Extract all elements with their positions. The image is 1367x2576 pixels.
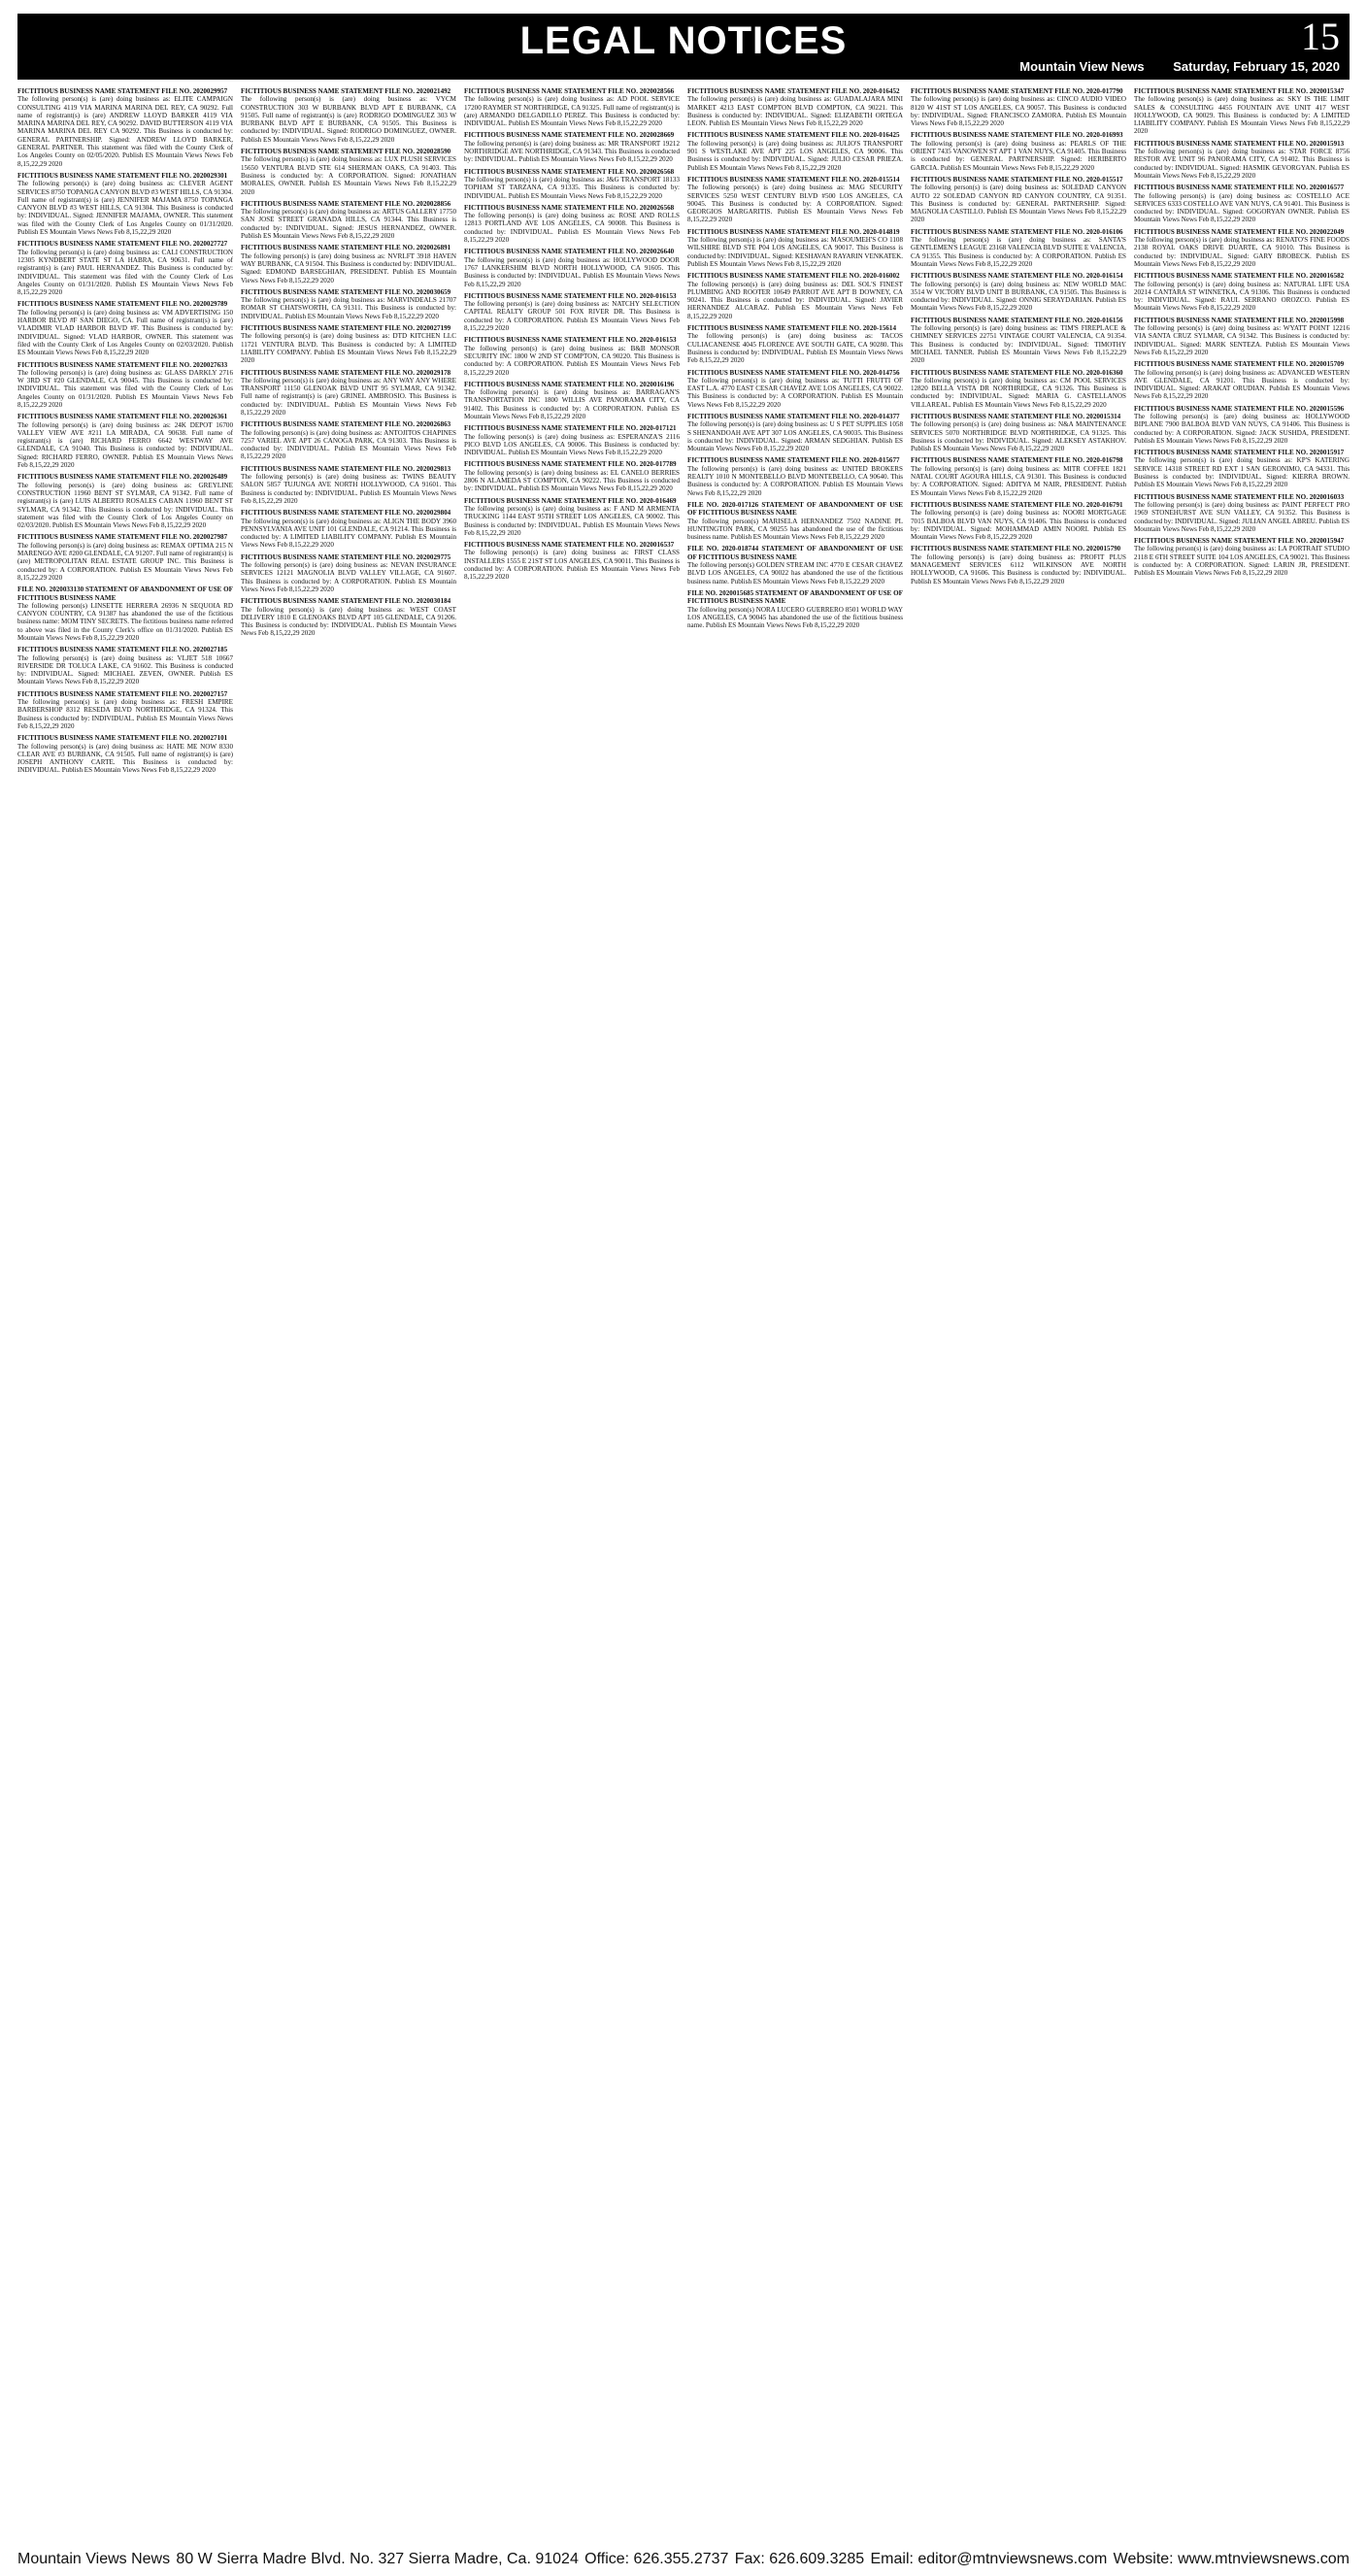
notice-body: The following person(s) is (are) doing business as: RENATO'S FINE FOODS 2138 ROYAL OAKS DRIVE DUARTE, CA 91010. This Business is conducted by: INDIVIDUAL. Signed: GARY BROBECK. Publish ES Mountain Views News Feb 8,15,22,29 2020 bbox=[1134, 236, 1350, 268]
legal-notice bbox=[464, 292, 680, 332]
footer-paper: Mountain Views News bbox=[17, 2551, 171, 2567]
legal-notice bbox=[1134, 537, 1350, 577]
notice-title: FICTITIOUS BUSINESS NAME STATEMENT FILE NO. 2020-016002 bbox=[687, 272, 900, 281]
notice-body: The following person(s) is (are) doing business as: NVRLFT 3918 HAVEN WAY BURBANK, CA 91504. This Business is conducted by: INDIVIDUAL. Signed: EDMOND BARSEGHIAN, PRESIDENT. Publish ES Mountain Views News Feb 8,15,22,29 2020 bbox=[241, 251, 456, 284]
notice-body: The following person(s) is (are) doing business as: LUX PLUSH SERVICES 15650 VENTURA BLVD STE 614 SHERMAN OAKS, CA 91403. This Business is conducted by: A CORPORATION. Signed: JONATHAN MORALES, OWNER. Publish ES Mountain Views News Feb 8,15,22,29 2020 bbox=[241, 155, 456, 196]
notice-title: FILE NO. 2020033130 STATEMENT OF ABANDONMENT OF USE OF FICTITIOUS BUSINESS NAME bbox=[17, 585, 233, 602]
notice-body: The following person(s) is (are) doing business as: CM POOL SERVICES 12820 BELLA VISTA DR NORTHRIDGE, CA 91326. This Business is conducted by: INDIVIDUAL. Signed: MARIA G. CASTELLANOS VILLAREAL. Publish ES Mountain Views News Feb 8,15,22,29 2020 bbox=[911, 376, 1126, 409]
notice-body: The following person(s) is (are) doing business as: FRESH EMPIRE BARBERSHOP 8312 RESEDA BLVD NORTHRIDGE, CA 91324. This Business is conducted by: INDIVIDUAL. Publish ES Mountain Views News Feb 8,15,22,29 2020 bbox=[17, 698, 233, 730]
notice-title: FICTITIOUS BUSINESS NAME STATEMENT FILE NO. 2020016582 bbox=[1134, 272, 1345, 281]
notice-title: FICTITIOUS BUSINESS NAME STATEMENT FILE NO. 2020-015517 bbox=[911, 175, 1123, 184]
legal-notice bbox=[241, 244, 456, 284]
column bbox=[687, 87, 903, 2544]
notice-title: FICTITIOUS BUSINESS NAME STATEMENT FILE NO. 2020026891 bbox=[241, 244, 451, 252]
notice-body: The following person(s) LINSETTE HERRERA 26936 N SEQUOIA RD CANYON COUNTRY, CA 91387 has abandoned the use of the fictitious business name: MOM TINY SECRETS. The fictitious business name referred to above was filed in the County Clerk's office on 01/31/2020. Publish ES Mountain Views News Feb 8,15,22,29 2020 bbox=[17, 601, 233, 642]
notice-title: FICTITIOUS BUSINESS NAME STATEMENT FILE NO. 2020027987 bbox=[17, 533, 228, 542]
notice-body: The following person(s) is (are) doing business as: HATE ME NOW 8330 CLEAR AVE #3 BURBANK, CA 91505. Full name of registrant(s) is (are) JOSEPH ANTHONY CARTE. This Business is conducted by: INDIVIDUAL. Publish ES Mountain Views News Feb 8,15,22,29 2020 bbox=[17, 742, 233, 775]
footer bbox=[17, 2549, 1350, 2570]
notice-title: FICTITIOUS BUSINESS NAME STATEMENT FILE NO. 2020-016153 bbox=[464, 336, 677, 345]
notice-body: The following person(s) is (are) doing business as: NEW WORLD MAC 3514 W VICTORY BLVD UNIT B BURBANK, CA 91505. This Business is conducted by: INDIVIDUAL. Signed: ONNIG SERAYDARIAN. Publish ES Mountain Views News Feb 8,15,22,29 2020 bbox=[911, 280, 1126, 313]
legal-notice bbox=[911, 87, 1126, 127]
notice-title: FICTITIOUS BUSINESS NAME STATEMENT FILE NO. 2020016196 bbox=[464, 380, 675, 388]
legal-notice bbox=[911, 501, 1126, 541]
notice-title: FICTITIOUS BUSINESS NAME STATEMENT FILE NO. 2020028590 bbox=[241, 148, 451, 156]
legal-notice bbox=[241, 87, 456, 144]
legal-notice bbox=[17, 300, 233, 356]
legal-notice bbox=[464, 460, 680, 492]
legal-notice bbox=[687, 87, 903, 127]
legal-notice bbox=[17, 473, 233, 529]
notice-title: FICTITIOUS BUSINESS NAME STATEMENT FILE NO. 2020-016153 bbox=[464, 291, 677, 300]
notice-body: The following person(s) is (are) doing business as: NATCHY SELECTION CAPITAL REALTY GROUP 501 FOX RIVER DR. This Business is conducted by: A CORPORATION. Publish ES Mountain Views News Feb 8,15,22,29 2020 bbox=[464, 300, 680, 333]
notice-body: The following person(s) is (are) doing business as: ANTOJITOS CHAPINES 7257 VARIEL AVE APT 26 CANOGA PARK, CA 91303. This Business is conducted by: INDIVIDUAL. Publish ES Mountain Views News Feb 8,15,22,29 2020 bbox=[241, 428, 456, 461]
notice-body: The following person(s) is (are) doing business as: NATURAL LIFE USA 20214 CANTARA ST WINNETKA, CA 91306. This Business is conducted by: INDIVIDUAL. Signed: RAUL SERRANO OROZCO. Publish ES Mountain Views News Feb 8,15,22,29 2020 bbox=[1134, 280, 1350, 313]
legal-notice bbox=[17, 413, 233, 469]
footer-office: Office: 626.355.2737 bbox=[584, 2551, 729, 2567]
column bbox=[17, 87, 233, 2544]
notice-body: The following person(s) GOLDEN STREAM INC 4770 E CESAR CHAVEZ BLVD LOS ANGELES, CA 90022 has abandoned the use of the fictitious business name. Publish ES Mountain Views News Feb 8,15,22,29 2020 bbox=[687, 561, 903, 585]
legal-notice bbox=[464, 204, 680, 244]
column bbox=[911, 87, 1126, 2544]
notice-body: The following person(s) is (are) doing business as: CALI CONSTRUCTION 12305 KYNDBERT STATE ST LA HABRA, CA 90631. Full name of registrant(s) is (are) PAUL HERNANDEZ. This Business is conducted by: INDIVIDUAL. This statement was filed with the County Clerk of Los Angeles County on 01/31/2020. Publish ES Mountain Views News Feb 8,15,22,29 2020 bbox=[17, 248, 233, 297]
footer-fax: Fax: 626.609.3285 bbox=[734, 2551, 865, 2567]
notice-columns bbox=[17, 87, 1350, 2544]
notice-title: FICTITIOUS BUSINESS NAME STATEMENT FILE NO. 2020026489 bbox=[17, 473, 228, 482]
notice-title: FICTITIOUS BUSINESS NAME STATEMENT FILE NO. 2020028669 bbox=[464, 131, 675, 140]
notice-body: The following person(s) is (are) doing business as: F AND M ARMENTA TRUCKING 1144 EAST 95TH STREET LOS ANGELES, CA 90002. This Business is conducted by: INDIVIDUAL. Publish ES Mountain Views News Feb 8,15,22,29 2020 bbox=[464, 504, 680, 537]
notice-title: FICTITIOUS BUSINESS NAME STATEMENT FILE NO. 2020029957 bbox=[17, 87, 228, 95]
legal-notice bbox=[241, 553, 456, 593]
notice-body: The following person(s) is (are) doing business as: GLASS DARKLY 2716 W 3RD ST #20 GLENDALE, CA 90045. This Business is conducted by: INDIVIDUAL. This statement was filed with the County Clerk of Los Angeles County on 01/31/2020. Publish ES Mountain Views News Feb 8,15,22,29 2020 bbox=[17, 368, 233, 409]
notice-title: FICTITIOUS BUSINESS NAME STATEMENT FILE NO. 2020-016154 bbox=[911, 272, 1123, 281]
legal-notice bbox=[1134, 140, 1350, 180]
notice-body: The following person(s) is (are) doing business as: ROSE AND ROLLS 12813 PORTLAND AVE LOS ANGELES, CA 90008. This Business is conducted by: INDIVIDUAL. Publish ES Mountain Views News Feb 8,15,22,29 2020 bbox=[464, 212, 680, 245]
notice-body: The following person(s) is (are) doing business as: N&A MAINTENANCE SERVICES 5070 NORTHRIDGE BLVD NORTHRIDGE, CA 91325. This Business is conducted by: INDIVIDUAL. Signed: ALEKSEY ASTAKHOV. Publish ES Mountain Views News Feb 8,15,22,29 2020 bbox=[911, 420, 1126, 453]
notice-body: The following person(s) is (are) doing business as: TWINS BEAUTY SALON 5857 TUJUNGA AVE NORTH HOLLYWOOD, CA 91601. This Business is conducted by: INDIVIDUAL. Publish ES Mountain Views News Feb 8,15,22,29 2020 bbox=[241, 473, 456, 505]
legal-notice bbox=[1134, 493, 1350, 533]
notice-body: The following person(s) is (are) doing business as: TACOS CULIACANENSE 4045 FLORENCE AVE SOUTH GATE, CA 90280. This Business is conducted by: INDIVIDUAL. Publish ES Mountain Views News Feb 8,15,22,29 2020 bbox=[687, 332, 903, 365]
legal-notice bbox=[464, 168, 680, 200]
notice-title: FICTITIOUS BUSINESS NAME STATEMENT FILE NO. 2020-014377 bbox=[687, 412, 900, 420]
notice-title: FICTITIOUS BUSINESS NAME STATEMENT FILE NO. 2020-015514 bbox=[687, 175, 900, 184]
legal-notice bbox=[1134, 272, 1350, 312]
notice-title: FICTITIOUS BUSINESS NAME STATEMENT FILE NO. 2020029804 bbox=[241, 509, 451, 518]
legal-notice bbox=[687, 501, 903, 541]
notice-body: The following person(s) is (are) doing business as: DTD KITCHEN LLC 11721 VENTURA BLVD. This Business is conducted by: A LIMITED LIABILITY COMPANY. Publish ES Mountain Views News Feb 8,15,22,29 2020 bbox=[241, 332, 456, 365]
notice-body: The following person(s) is (are) doing business as: 24K DEPOT 16700 VALLEY VIEW AVE #211 LA MIRADA, CA 90638. Full name of registrant(s) is (are) RICHARD FERRO 6642 WESTWAY AVE GLENDALE, CA 91040. This Business is conducted by: INDIVIDUAL. Signed: RICHARD FERRO, OWNER. Publish ES Mountain Views News Feb 8,15,22,29 2020 bbox=[17, 420, 233, 470]
legal-notice bbox=[911, 456, 1126, 496]
legal-notice bbox=[911, 317, 1126, 365]
page-number: 15 bbox=[1301, 15, 1340, 58]
legal-notice bbox=[241, 465, 456, 505]
notice-body: The following person(s) is (are) doing business as: SANTA'S GENTLEMEN'S LEAGUE 23168 VALENCIA BLVD SUITE E VALENCIA, CA 91355. This Business is conducted by: A CORPORATION. Publish ES Mountain Views News Feb 8,15,22,29 2020 bbox=[911, 236, 1126, 268]
notice-body: The following person(s) is (are) doing business as: CINCO AUDIO VIDEO 8120 W 41ST ST LOS ANGELES, CA 90057. This Business is conducted by: INDIVIDUAL. Signed: FRANCISCO ZAMORA. Publish ES Mountain Views News Feb 8,15,22,29 2020 bbox=[911, 95, 1126, 128]
notice-title: FICTITIOUS BUSINESS NAME STATEMENT FILE NO. 2020029775 bbox=[241, 552, 451, 561]
notice-title: FICTITIOUS BUSINESS NAME STATEMENT FILE NO. 2020027101 bbox=[17, 734, 228, 743]
notice-title: FICTITIOUS BUSINESS NAME STATEMENT FILE NO. 2020-016360 bbox=[911, 368, 1123, 377]
notice-title: FICTITIOUS BUSINESS NAME STATEMENT FILE NO. 2020-016425 bbox=[687, 131, 900, 140]
masthead-subline bbox=[994, 59, 1340, 74]
legal-notice bbox=[911, 545, 1126, 585]
footer-website[interactable]: Website: www.mtnviewsnews.com bbox=[1113, 2551, 1350, 2567]
footer-address: 80 W Sierra Madre Blvd. No. 327 Sierra Madre, Ca. 91024 bbox=[176, 2551, 579, 2567]
notice-body: The following person(s) is (are) doing business as: ADVANCED WESTERN AVE GLENDALE, CA 91201. This Business is conducted by: INDIVIDUAL. Signed: ARAKAT ORUDIAN. Publish ES Mountain Views News Feb 8,15,22,29 2020 bbox=[1134, 368, 1350, 401]
notice-body: The following person(s) is (are) doing business as: MASOUMEH'S CO 1108 WILSHIRE BLVD STE P04 LOS ANGELES, CA 90017. This Business is conducted by: INDIVIDUAL. Signed: KESHAVAN RAYARIN VENKATEK. Publish ES Mountain Views News Feb 8,15,22,29 2020 bbox=[687, 236, 903, 268]
notice-body: The following person(s) is (are) doing business as: GUADALAJARA MINI MARKET 4213 EAST COMPTON BLVD COMPTON, CA 90221. This Business is conducted by: INDIVIDUAL. Signed: ELIZABETH ORTEGA LEON. Publish ES Mountain Views News Feb 8,15,22,29 2020 bbox=[687, 95, 903, 128]
notice-title: FICTITIOUS BUSINESS NAME STATEMENT FILE NO. 2020016577 bbox=[1134, 184, 1345, 192]
notice-body: The following person(s) is (are) doing business as: NEVAN INSURANCE SERVICES 12121 MAGNOLIA BLVD VALLEY VILLAGE, CA 91607. This Business is conducted by: A CORPORATION. Publish ES Mountain Views News Feb 8,15,22,29 2020 bbox=[241, 561, 456, 593]
legal-notice bbox=[241, 200, 456, 240]
notice-title: FICTITIOUS BUSINESS NAME STATEMENT FILE NO. 2020028856 bbox=[241, 199, 451, 208]
legal-notice bbox=[687, 176, 903, 224]
notice-body: The following person(s) is (are) doing business as: ALIGN THE BODY 3960 PENNSYLVANIA AVE UNIT 101 GLENDALE, CA 91214. This Business is conducted by: A LIMITED LIABILITY COMPANY. Publish ES Mountain Views News Feb 8,15,22,29 2020 bbox=[241, 517, 456, 550]
legal-notice bbox=[687, 324, 903, 364]
notice-title: FICTITIOUS BUSINESS NAME STATEMENT FILE NO. 2020015913 bbox=[1134, 139, 1345, 148]
notice-title: FICTITIOUS BUSINESS NAME STATEMENT FILE NO. 2020029301 bbox=[17, 171, 228, 180]
notice-body: The following person(s) is (are) doing business as: NOORI MORTGAGE 7015 BALBOA BLVD VAN NUYS, CA 91406. This Business is conducted by: INDIVIDUAL. Signed: MOHAMMAD AMIN NOORI. Publish ES Mountain Views News Feb 8,15,22,29 2020 bbox=[911, 509, 1126, 542]
notice-body: The following person(s) is (are) doing business as: WYATT POINT 12216 VIA SANTA CRUZ SYLMAR, CA 91342. This Business is conducted by: INDIVIDUAL. Signed: MARK SENTEZA. Publish ES Mountain Views News Feb 8,15,22,29 2020 bbox=[1134, 324, 1350, 356]
legal-notice bbox=[687, 272, 903, 320]
notice-title: FICTITIOUS BUSINESS NAME STATEMENT FILE NO. 2020-016106 bbox=[911, 227, 1123, 236]
legal-notice bbox=[911, 369, 1126, 409]
notice-body: The following person(s) NORA LUCERO GUERRERO 8501 WORLD WAY LOS ANGELES, CA 90045 has abandoned the use of the fictitious business name. Publish ES Mountain Views News Feb 8,15,22,29 2020 bbox=[687, 605, 903, 630]
legal-notice bbox=[464, 336, 680, 376]
notice-body: The following person(s) is (are) doing business as: FIRST CLASS INSTALLERS 1555 E 21ST ST LOS ANGELES, CA 90011. This Business is conducted by: A CORPORATION. Publish ES Mountain Views News Feb 8,15,22,29 2020 bbox=[464, 549, 680, 582]
notice-title: FICTITIOUS BUSINESS NAME STATEMENT FILE NO. 2020015998 bbox=[1134, 316, 1345, 324]
notice-title: FICTITIOUS BUSINESS NAME STATEMENT FILE NO. 2020015947 bbox=[1134, 537, 1345, 546]
notice-title: FICTITIOUS BUSINESS NAME STATEMENT FILE NO. 2020015347 bbox=[1134, 87, 1345, 95]
legal-notice bbox=[17, 533, 233, 582]
legal-notice bbox=[1134, 360, 1350, 400]
legal-notice bbox=[911, 272, 1126, 312]
page-title: LEGAL NOTICES bbox=[519, 19, 848, 62]
legal-notice bbox=[687, 369, 903, 409]
notice-title: FICTITIOUS BUSINESS NAME STATEMENT FILE NO. 2020027633 bbox=[17, 360, 228, 369]
notice-body: The following person(s) is (are) doing business as: ARTUS GALLERY 17750 SAN JOSE STREET GRANADA HILLS, CA 91344. This Business is conducted by: INDIVIDUAL. Signed: JESUS HERNANDEZ, OWNER. Publish ES Mountain Views News Feb 8,15,22,29 2020 bbox=[241, 208, 456, 241]
notice-title: FICTITIOUS BUSINESS NAME STATEMENT FILE NO. 2020-017790 bbox=[911, 87, 1123, 95]
notice-title: FICTITIOUS BUSINESS NAME STATEMENT FILE NO. 2020-016798 bbox=[911, 456, 1123, 465]
notice-body: The following person(s) is (are) doing business as: PAINT PERFECT PRO 1969 STONEHURST AVE SUN VALLEY, CA 91352. This Business is conducted by: INDIVIDUAL. Signed: JULIAN ANGEL ABREU. Publish ES Mountain Views News Feb 8,15,22,29 2020 bbox=[1134, 500, 1350, 533]
notice-body: The following person(s) is (are) doing business as: MARVINDEALS 21707 ROMAR ST CHATSWORTH, CA 91311. This Business is conducted by: INDIVIDUAL. Publish ES Mountain Views News Feb 8,15,22,29 2020 bbox=[241, 296, 456, 320]
legal-notice bbox=[241, 324, 456, 364]
notice-title: FICTITIOUS BUSINESS NAME STATEMENT FILE NO. 2020030184 bbox=[241, 597, 451, 606]
notice-title: FILE NO. 2020015685 STATEMENT OF ABANDONMENT OF USE OF FICTITIOUS BUSINESS NAME bbox=[687, 588, 903, 606]
notice-title: FICTITIOUS BUSINESS NAME STATEMENT FILE NO. 2020029178 bbox=[241, 368, 451, 377]
legal-notice bbox=[464, 248, 680, 287]
notice-body: The following person(s) is (are) doing business as: TUTTI FRUTTI OF EAST L.A. 4770 EAST CESAR CHAVEZ AVE LOS ANGELES, CA 90022. This Business is conducted by: A CORPORATION. Publish ES Mountain Views News Feb 8,15,22,29 2020 bbox=[687, 376, 903, 409]
notice-body: The following person(s) is (are) doing business as: HOLLYWOOD DOOR 1767 LANKERSHIM BLVD NORTH HOLLYWOOD, CA 91605. This Business is conducted by: INDIVIDUAL. Publish ES Mountain Views News Feb 8,15,22,29 2020 bbox=[464, 255, 680, 288]
notice-title: FICTITIOUS BUSINESS NAME STATEMENT FILE NO. 2020-15614 bbox=[687, 324, 897, 333]
notice-body: The following person(s) is (are) doing business as: EL CANELO BERRIES 2806 N ALAMEDA ST COMPTON, CA 90222. This Business is conducted by: INDIVIDUAL. Publish ES Mountain Views News Feb 8,15,22,29 2020 bbox=[464, 468, 680, 493]
legal-notice bbox=[687, 131, 903, 171]
notice-title: FICTITIOUS BUSINESS NAME STATEMENT FILE NO. 2020-017789 bbox=[464, 460, 677, 469]
notice-title: FICTITIOUS BUSINESS NAME STATEMENT FILE NO. 2020015917 bbox=[1134, 449, 1345, 457]
notice-title: FICTITIOUS BUSINESS NAME STATEMENT FILE NO. 2020-016156 bbox=[911, 316, 1123, 324]
notice-body: The following person(s) is (are) doing business as: WEST COAST DELIVERY 1810 E GLENOAKS BLVD APT 105 GLENDALE, CA 91206. This Business is conducted by: INDIVIDUAL. Publish ES Mountain Views News Feb 8,15,22,29 2020 bbox=[241, 605, 456, 638]
legal-notice bbox=[464, 131, 680, 163]
notice-title: FICTITIOUS BUSINESS NAME STATEMENT FILE NO. 2020030659 bbox=[241, 287, 451, 296]
notice-title: FICTITIOUS BUSINESS NAME STATEMENT FILE NO. 2020-016469 bbox=[464, 496, 677, 505]
legal-notice bbox=[241, 288, 456, 320]
legal-notice bbox=[687, 545, 903, 585]
legal-notice bbox=[17, 585, 233, 642]
notice-body: The following person(s) is (are) doing business as: DEL SOL'S FINEST PLUMBING AND ROOTER 10649 PARROT AVE APT B DOWNEY, CA 90241. This Business is conducted by: INDIVIDUAL. Signed: JAVIER HERNANDEZ ALCARAZ. Publish ES Mountain Views News Feb 8,15,22,29 2020 bbox=[687, 280, 903, 320]
masthead bbox=[17, 14, 1350, 80]
notice-body: The following person(s) is (are) doing business as: COSTELLO ACE SERVICES 6333 COSTELLO AVE VAN NUYS, CA 91401. This Business is conducted by: INDIVIDUAL. Signed: GOGORYAN OWNER. Publish ES Mountain Views News Feb 8,15,22,29 2020 bbox=[1134, 191, 1350, 224]
notice-body: The following person(s) is (are) doing business as: ANY WAY ANY WHERE TRANSPORT 11150 GLENOAK BLVD UNIT 95 SYLMAR, CA 91342. Full name of registrant(s) is (are) GRINEL AMBROSIO. This Business is conducted by: INDIVIDUAL. Publish ES Mountain Views News Feb 8,15,22,29 2020 bbox=[241, 376, 456, 417]
notice-title: FICTITIOUS BUSINESS NAME STATEMENT FILE NO. 2020015596 bbox=[1134, 404, 1345, 413]
notice-title: FICTITIOUS BUSINESS NAME STATEMENT FILE NO. 2020027727 bbox=[17, 240, 228, 249]
notice-body: The following person(s) is (are) doing business as: REMAX OPTIMA 215 N MARENGO AVE #200 GLENDALE, CA 91207. Full name of registrant(s) is (are) METROPOLITAN REAL ESTATE GROUP INC. This Business is conducted by: A CORPORATION. Publish ES Mountain Views News Feb 8,15,22,29 2020 bbox=[17, 541, 233, 582]
legal-notice bbox=[911, 413, 1126, 452]
legal-notice bbox=[687, 413, 903, 452]
legal-notice bbox=[464, 87, 680, 127]
legal-notice bbox=[1134, 405, 1350, 445]
notice-body: The following person(s) is (are) doing business as: PEARLS OF THE ORIENT 7435 VANOWEN ST APT 1 VAN NUYS, CA 91405. This Business is conducted by: GENERAL PARTNERSHIP. Signed: HERIBERTO GARCIA. Publish ES Mountain Views News Feb 8,15,22,29 2020 bbox=[911, 139, 1126, 172]
legal-notice bbox=[241, 369, 456, 418]
notice-body: The following person(s) is (are) doing business as: STAR FORCE 8756 RESTOR AVE UNIT 96 PANORAMA CITY, CA 91402. This Business is conducted by: INDIVIDUAL. Signed: HASMIK GEVORGYAN. Publish ES Mountain Views News Feb 8,15,22,29 2020 bbox=[1134, 148, 1350, 180]
legal-notice bbox=[1134, 87, 1350, 136]
notice-body: The following person(s) is (are) doing business as: HOLLYWOOD BIPLANE 7900 BALBOA BLVD VAN NUYS, CA 91406. This Business is conducted by: A CORPORATION. Signed: JACK SUSHDA, PRESIDENT. Publish ES Mountain Views News Feb 8,15,22,29 2020 bbox=[1134, 412, 1350, 445]
notice-title: FICTITIOUS BUSINESS NAME STATEMENT FILE NO. 2020026640 bbox=[464, 248, 675, 256]
notice-body: The following person(s) is (are) doing business as: ESPERANZA'S 2116 PICO BLVD LOS ANGELES, CA 90006. This Business is conducted by: INDIVIDUAL. Publish ES Mountain Views News Feb 8,15,22,29 2020 bbox=[464, 432, 680, 457]
legal-notice bbox=[17, 734, 233, 774]
notice-title: FICTITIOUS BUSINESS NAME STATEMENT FILE NO. 2020027199 bbox=[241, 324, 451, 333]
notice-title: FICTITIOUS BUSINESS NAME STATEMENT FILE NO. 2020-014819 bbox=[687, 227, 900, 236]
legal-notice bbox=[17, 361, 233, 410]
column bbox=[241, 87, 456, 2544]
legal-notice bbox=[1134, 317, 1350, 356]
notice-body: The following person(s) is (are) doing business as: SOLEDAD CANYON AUTO 22 SOLEDAD CANYON RD CANYON COUNTRY, CA 91351. This Business is conducted by: GENERAL PARTNERSHIP. Signed: MAGNOLIA CASTILLO. Publish ES Mountain Views News Feb 8,15,22,29 2020 bbox=[911, 184, 1126, 224]
notice-body: The following person(s) is (are) doing business as: VLJET 518 10667 RIVERSIDE DR TOLUCA LAKE, CA 91602. This Business is conducted by: INDIVIDUAL. Signed: MICHAEL ZEVEN, OWNER. Publish ES Mountain Views News Feb 8,15,22,29 2020 bbox=[17, 653, 233, 686]
notice-body: The following person(s) is (are) doing business as: JULIO'S TRANSPORT 901 S WESTLAKE AVE APT 225 LOS ANGELES, CA 90006. This Business is conducted by: INDIVIDUAL. Signed: JULIO CESAR PRIEZA. Publish ES Mountain Views News Feb 8,15,22,29 2020 bbox=[687, 139, 903, 172]
legal-notice bbox=[241, 597, 456, 637]
legal-notice bbox=[241, 509, 456, 549]
legal-notice bbox=[1134, 449, 1350, 488]
notice-title: FICTITIOUS BUSINESS NAME STATEMENT FILE NO. 2020-016452 bbox=[687, 87, 900, 95]
legal-notice bbox=[464, 381, 680, 420]
issue-date: Saturday, February 15, 2020 bbox=[1173, 59, 1340, 74]
notice-body: The following person(s) is (are) doing business as: U S PET SUPPLIES 1058 S SHENANDOAH AVE APT 307 LOS ANGELES, CA 90035. This Business is conducted by: INDIVIDUAL. Signed: ARMAN SEDGHIAN. Publish ES Mountain Views News Feb 8,15,22,29 2020 bbox=[687, 420, 903, 453]
notice-title: FICTITIOUS BUSINESS NAME STATEMENT FILE NO. 2020026361 bbox=[17, 413, 228, 421]
paper-name: Mountain View News bbox=[1019, 59, 1145, 74]
notice-body: The following person(s) is (are) doing business as: PROFIT PLUS MANAGEMENT SERVICES 6112 WILKINSON AVE NORTH HOLLYWOOD, CA 91606. This Business is conducted by: INDIVIDUAL. Publish ES Mountain Views News Feb 8,15,22,29 2020 bbox=[911, 552, 1126, 585]
notice-body: The following person(s) is (are) doing business as: MITR COFFEE 1821 NATAL COURT AGOURA HILLS, CA 91301. This Business is conducted by: A CORPORATION. Signed: ADITYA M NAIR, PRESIDENT. Publish ES Mountain Views News Feb 8,15,22,29 2020 bbox=[911, 464, 1126, 497]
notice-title: FICTITIOUS BUSINESS NAME STATEMENT FILE NO. 2020021492 bbox=[241, 87, 451, 95]
notice-title: FICTITIOUS BUSINESS NAME STATEMENT FILE NO. 2020-017121 bbox=[464, 424, 677, 433]
legal-notice bbox=[241, 420, 456, 460]
legal-notice bbox=[687, 228, 903, 268]
notice-title: FICTITIOUS BUSINESS NAME STATEMENT FILE NO. 2020015314 bbox=[911, 412, 1121, 420]
notice-title: FICTITIOUS BUSINESS NAME STATEMENT FILE NO. 2020029813 bbox=[241, 464, 451, 473]
notice-body: The following person(s) is (are) doing business as: KP'S KATERING SERVICE 14318 STREET RD EXT 1 SAN GERONIMO, CA 94331. This Business is conducted by: INDIVIDUAL. Signed: KIERRA BROWN. Publish ES Mountain Views News Feb 8,15,22,29 2020 bbox=[1134, 456, 1350, 489]
notice-body: The following person(s) is (are) doing business as: GREYLINE CONSTRUCTION 11960 BENT ST SYLMAR, CA 91342. Full name of registrant(s) is (are) LUIS ALBERTO ROSALES CABAN 11960 BENT ST SYLMAR, CA 91342. This Business is conducted by: INDIVIDUAL. This statement was filed with the County Clerk of Los Angeles County on 02/03/2020. Publish ES Mountain Views News Feb 8,15,22,29 2020 bbox=[17, 481, 233, 530]
legal-notice bbox=[464, 424, 680, 456]
legal-notice bbox=[911, 228, 1126, 268]
notice-body: The following person(s) is (are) doing business as: VM ADVERTISING 150 HARBOR BLVD #F SAN DIEGO, CA. Full name of registrant(s) is (are) VLADIMIR VLAD HARBOR BLVD #F. This Business is conducted by: INDIVIDUAL. Signed: VLAD HARBOR, OWNER. This statement was filed with the County Clerk of Los Angeles County on 02/03/2020. Publish ES Mountain Views News Feb 8,15,22,29 2020 bbox=[17, 308, 233, 357]
notice-title: FICTITIOUS BUSINESS NAME STATEMENT FILE NO. 2020029789 bbox=[17, 300, 228, 309]
notice-body: The following person(s) is (are) doing business as: AD POOL SERVICE 17200 RAYMER ST NORTHRIDGE, CA 91325. Full name of registrant(s) is (are) ARMANDO DELGADILLO PEREZ. This Business is conducted by: INDIVIDUAL. Publish ES Mountain Views News Feb 8,15,22,29 2020 bbox=[464, 95, 680, 128]
notice-title: FICTITIOUS BUSINESS NAME STATEMENT FILE NO. 2020027185 bbox=[17, 646, 228, 654]
notice-body: The following person(s) is (are) doing business as: B&B MONSOR SECURITY INC 1800 W 2ND ST COMPTON, CA 90220. This Business is conducted by: A CORPORATION. Publish ES Mountain Views News Feb 8,15,22,29 2020 bbox=[464, 344, 680, 377]
notice-body: The following person(s) is (are) doing business as: MAG SECURITY SERVICES 5250 WEST CENTURY BLVD #500 LOS ANGELES, CA 90045. This Business is conducted by: A CORPORATION. Signed: GEORGIOS MARGARITIS. Publish ES Mountain Views News Feb 8,15,22,29 2020 bbox=[687, 184, 903, 224]
notice-title: FICTITIOUS BUSINESS NAME STATEMENT FILE NO. 2020026863 bbox=[241, 420, 451, 429]
notice-title: FICTITIOUS BUSINESS NAME STATEMENT FILE NO. 2020-014756 bbox=[687, 368, 900, 377]
notice-title: FICTITIOUS BUSINESS NAME STATEMENT FILE NO. 2020-016993 bbox=[911, 131, 1123, 140]
legal-notice bbox=[17, 690, 233, 730]
notice-title: FILE NO. 2020-017126 STATEMENT OF ABANDONMENT OF USE OF FICTITIOUS BUSINESS NAME bbox=[687, 500, 903, 518]
notice-title: FICTITIOUS BUSINESS NAME STATEMENT FILE NO. 2020027157 bbox=[17, 689, 228, 698]
legal-notice bbox=[911, 176, 1126, 224]
notice-body: The following person(s) is (are) doing business as: UNITED BROKERS REALTY 1010 N MONTEBELLO BLVD MONTEBELLO, CA 90640. This Business is conducted by: A CORPORATION. Publish ES Mountain Views News Feb 8,15,22,29 2020 bbox=[687, 464, 903, 497]
notice-title: FICTITIOUS BUSINESS NAME STATEMENT FILE NO. 2020026568 bbox=[464, 203, 675, 212]
notice-body: The following person(s) is (are) doing business as: LA PORTRAIT STUDIO 2118 E 6TH STREET SUITE 104 LOS ANGELES, CA 90021. This Business is conducted by: A CORPORATION. Signed: LARIN JR, PRESIDENT. Publish ES Mountain Views News Feb 8,15,22,29 2020 bbox=[1134, 545, 1350, 578]
notice-body: The following person(s) MARISELA HERNANDEZ 7502 NADINE PL HUNTINGTON PARK, CA 90255 has abandoned the use of the fictitious business name. Publish ES Mountain Views News Feb 8,15,22,29 2020 bbox=[687, 517, 903, 542]
notice-title: FICTITIOUS BUSINESS NAME STATEMENT FILE NO. 2020015790 bbox=[911, 545, 1121, 553]
legal-notice bbox=[17, 646, 233, 686]
notice-body: The following person(s) is (are) doing business as: TIM'S FIREPLACE & CHIMNEY SERVICES 22751 VINTAGE COURT VALENCIA, CA 91354. This Business is conducted by: INDIVIDUAL. Signed: TIMOTHY MICHAEL TANNER. Publish ES Mountain Views News Feb 8,15,22,29 2020 bbox=[911, 324, 1126, 365]
notice-title: FICTITIOUS BUSINESS NAME STATEMENT FILE NO. 2020028566 bbox=[464, 87, 675, 95]
notice-body: The following person(s) is (are) doing business as: CLEVER AGENT SERVICES 8750 TOPANGA CANYON BLVD #3 WEST HILLS, CA 91304. Full name of registrant(s) is (are) JENNIFER MAJAMA 8750 TOPANGA CANYON BLVD #3 WEST HILLS, CA 91304. This Business is conducted by: INDIVIDUAL. Signed: JENNIFER MAJAMA, OWNER. This statement was filed with the County Clerk of Los Angeles County on 01/31/2020. Publish ES Mountain Views News Feb 8,15,22,29 2020 bbox=[17, 180, 233, 237]
notice-body: The following person(s) is (are) doing business as: VYCM CONSTRUCTION 303 W BURBANK BLVD APT E BURBANK, CA 91505. Full name of registrant(s) is (are) RODRIGO DOMINGUEZ 303 W BURBANK BLVD APT E BURBANK, CA 91505. This Business is conducted by: INDIVIDUAL. Signed: RODRIGO DOMINGUEZ, OWNER. Publish ES Mountain Views News Feb 8,15,22,29 2020 bbox=[241, 95, 456, 144]
notice-title: FICTITIOUS BUSINESS NAME STATEMENT FILE NO. 2020015709 bbox=[1134, 360, 1345, 369]
column bbox=[1134, 87, 1350, 2544]
notice-title: FICTITIOUS BUSINESS NAME STATEMENT FILE NO. 2020026568 bbox=[464, 167, 675, 176]
legal-notice bbox=[464, 541, 680, 581]
legal-notice bbox=[687, 456, 903, 496]
notice-body: The following person(s) is (are) doing business as: ELITE CAMPAIGN CONSULTING 4119 VIA MARINA MARINA DEL REY, CA 90292. Full name of registrant(s) is (are) ANDREW LLOYD BARKER 4119 VIA MARINA MARINA DEL REY, CA 90292. DAVID BUTTERSON 4119 VIA MARINA MARINA DEL REY CA 90292. This Business is conducted by: GENERAL PARTNERSHIP. Signed: ANDREW LLOYD BARKER, GENERAL PARTNER. This statement was filed with the County Clerk of Los Angeles County on 02/05/2020. Publish ES Mountain Views News Feb 8,15,22,29 2020 bbox=[17, 95, 233, 168]
legal-notice bbox=[241, 148, 456, 196]
notice-title: FILE NO. 2020-018744 STATEMENT OF ABANDONMENT OF USE OF FICTITIOUS BUSINESS NAME bbox=[687, 545, 903, 561]
footer-email[interactable]: Email: editor@mtnviewsnews.com bbox=[870, 2551, 1108, 2567]
legal-notice bbox=[687, 589, 903, 629]
notice-body: The following person(s) is (are) doing business as: MR TRANSPORT 19212 NORTHRIDGE AVE NORTHRIDGE, CA 91343. This Business is conducted by: INDIVIDUAL. Publish ES Mountain Views News Feb 8,15,22,29 2020 bbox=[464, 139, 680, 164]
notice-body: The following person(s) is (are) doing business as: J&G TRANSPORT 18133 TOPHAM ST TARZANA, CA 91335. This Business is conducted by: INDIVIDUAL. Publish ES Mountain Views News Feb 8,15,22,29 2020 bbox=[464, 175, 680, 200]
legal-notice bbox=[17, 240, 233, 296]
legal-notice bbox=[17, 87, 233, 168]
legal-notice bbox=[464, 497, 680, 537]
notice-title: FICTITIOUS BUSINESS NAME STATEMENT FILE NO. 2020-016791 bbox=[911, 500, 1123, 509]
notice-title: FICTITIOUS BUSINESS NAME STATEMENT FILE NO. 2020-015677 bbox=[687, 456, 900, 465]
notice-title: FICTITIOUS BUSINESS NAME STATEMENT FILE NO. 2020016033 bbox=[1134, 492, 1345, 501]
legal-notice bbox=[17, 172, 233, 236]
legal-notice bbox=[1134, 184, 1350, 223]
legal-notice bbox=[911, 131, 1126, 171]
notice-title: FICTITIOUS BUSINESS NAME STATEMENT FILE NO. 2020022049 bbox=[1134, 227, 1345, 236]
notice-title: FICTITIOUS BUSINESS NAME STATEMENT FILE NO. 2020016537 bbox=[464, 541, 675, 550]
notice-body: The following person(s) is (are) doing business as: BARRAGAN'S TRANSPORTATION INC 1800 WILLIS AVE PANORAMA CITY, CA 91402. This Business is conducted by: A CORPORATION. Publish ES Mountain Views News Feb 8,15,22,29 2020 bbox=[464, 388, 680, 420]
notice-body: The following person(s) is (are) doing business as: SKY IS THE LIMIT SALES & CONSULTING 4455 FOUNTAIN AVE UNIT 417 WEST HOLLYWOOD, CA 90029. This Business is conducted by: A LIMITED LIABILITY COMPANY. Publish ES Mountain Views News Feb 8,15,22,29 2020 bbox=[1134, 95, 1350, 136]
legal-notice bbox=[1134, 228, 1350, 268]
column bbox=[464, 87, 680, 2544]
